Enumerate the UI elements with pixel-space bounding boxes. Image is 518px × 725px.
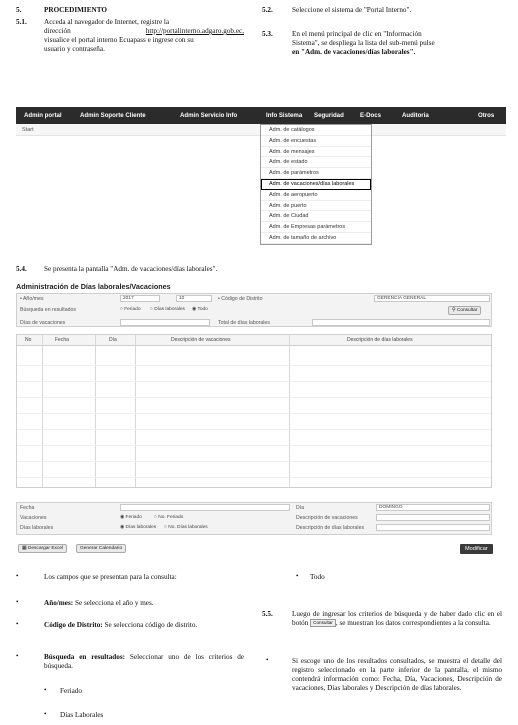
submenu-item[interactable]: Adm. de tamaño de archivo (261, 233, 371, 244)
step-number-5-1: 5.1. (16, 18, 27, 26)
radio-vac-no-feriado[interactable]: ○ No. Feriado (154, 515, 184, 520)
sub-bullet-item: Días Laborales (60, 711, 104, 719)
step-number-5-5: 5.5. (262, 610, 273, 618)
bullet-bold: Código de Distrito: (44, 621, 103, 629)
bullet-text: Se selecciona código de distrito. (102, 621, 198, 629)
consultar-inline-button: Consultar (310, 619, 336, 627)
col-fecha: Fecha (55, 337, 69, 343)
step-5-1-line: visualice el portal interno Ecuapass e ingrese con su (44, 36, 194, 44)
col-dia: Día (109, 337, 117, 343)
radio-dl-no[interactable]: ○ No. Días laborales (164, 525, 208, 530)
submenu-item[interactable]: Adm. de Ciudad (261, 211, 371, 222)
radio-feriado[interactable]: ○ Feriado (120, 307, 141, 312)
portal-link[interactable]: http://portalinterno.adgaro.gob.ec, (145, 27, 244, 35)
info-sistema-submenu (260, 124, 372, 245)
radio-vac-feriado[interactable]: ◉ Feriado (120, 515, 142, 520)
dias-vacaciones-label: Días de vacaciones (20, 320, 66, 326)
step-number-5-3: 5.3. (262, 30, 273, 38)
submenu-item[interactable]: Adm. de estado (261, 157, 371, 168)
step-5-1-line: dirección (44, 27, 71, 35)
month-select[interactable]: 10 (176, 295, 212, 302)
menu-admin-soporte-cliente[interactable]: Admin Soporte Cliente (80, 112, 146, 119)
radio-label: No. Días laborales (168, 525, 208, 530)
step-5-3-line: en "Adm. de vacaciones/días laborales". (292, 48, 416, 56)
consultar-label: Consultar (456, 308, 478, 313)
bullet-bold: Búsqueda en resultados: (44, 653, 126, 661)
step-5-5-post: , se muestran los datos correspondientes a la consulta. (335, 619, 491, 627)
radio-label: Feriado (124, 307, 141, 312)
menu-info-sistema[interactable]: Info Sistema (266, 112, 303, 119)
descargar-excel-button[interactable] (18, 544, 67, 553)
distrito-select[interactable]: GERENCIA GENERAL (374, 295, 490, 302)
sub-bullet-icon: • (44, 710, 47, 718)
col-no: No (25, 337, 32, 343)
dia-select[interactable]: DOMINGO (376, 504, 490, 511)
bullet-icon: • (16, 620, 19, 628)
sub-bullet-icon: • (44, 686, 47, 694)
menu-admin-portal[interactable]: Admin portal (24, 112, 62, 119)
radio-dl-si[interactable]: ◉ Días laborales (120, 525, 157, 530)
descargar-label: Descargar Excel (27, 546, 64, 551)
generar-calendario-button[interactable]: Generar Calendario (76, 544, 126, 553)
anomes-label: • Año/mes (20, 296, 44, 302)
bullet-icon: • (16, 652, 19, 660)
desc-vacaciones-field[interactable] (376, 514, 490, 521)
radio-label: Días laborales (154, 307, 185, 312)
bullet-item (44, 621, 244, 630)
submenu-item[interactable]: Adm. de encuestas (261, 136, 371, 147)
search-icon: ⚲ (452, 308, 456, 313)
total-dias-label: Total de días laborales (218, 320, 270, 326)
menu-otros[interactable]: Otros (478, 112, 495, 119)
radio-label: Feriado (125, 515, 142, 520)
radio-dias-laborales[interactable]: ○ Días laborales (150, 307, 185, 312)
submenu-item[interactable]: Adm. de aeropuerto (261, 190, 371, 201)
col-desc-vacaciones: Descripción de vacaciones (171, 337, 231, 343)
desc-dias-laborales-label: Descripción de días laborales (296, 525, 365, 531)
step-5-3-line: Sistema", se despliega la lista del sub-menú pulse (292, 39, 435, 47)
step-5-3-text (292, 30, 502, 57)
year-select[interactable]: 2017 (120, 295, 160, 302)
step-5-5-pre: Luego de ingresar los criterios de búsqueda y de haber dado clic en el botón (292, 610, 502, 627)
menu-seguridad[interactable]: Seguridad (314, 112, 344, 119)
step-5-1-line: usuario y contraseña. (44, 45, 105, 53)
table-header (17, 335, 491, 346)
submenu-item[interactable]: Adm. de catálogos (261, 125, 371, 136)
dias-vacaciones-field (120, 319, 210, 326)
step-5-1-text (44, 18, 244, 54)
desc-dias-laborales-field[interactable] (376, 524, 490, 531)
modificar-button[interactable]: Modificar (460, 544, 493, 554)
submenu-item[interactable]: Adm. de puerto (261, 201, 371, 212)
bullet-text: Se selecciona el año y mes. (73, 599, 154, 607)
menu-admin-servicio-info[interactable]: Admin Servicio Info (180, 112, 238, 119)
total-dias-field (312, 319, 490, 326)
vacaciones-label: Vacaciones (20, 515, 47, 521)
radio-label: No. Feriado (158, 515, 184, 520)
submenu-item[interactable]: Adm. de parámetros (261, 168, 371, 179)
menu-auditoria[interactable]: Auditoria (402, 112, 429, 119)
step-5-4-text: Se presenta la pantalla "Adm. de vacaciones/días laborales". (44, 265, 218, 273)
menu-e-docs[interactable]: E-Docs (360, 112, 381, 119)
submenu-item[interactable]: Adm. de mensajes (261, 147, 371, 158)
sub-bullet-item: Todo (310, 573, 325, 581)
start-tab[interactable]: Start (16, 124, 506, 136)
bullet-icon: • (16, 572, 19, 580)
fecha-label: Fecha (20, 505, 35, 511)
step-5-5-text (292, 610, 502, 628)
bullet-icon: • (16, 598, 19, 606)
step-number-5-2: 5.2. (262, 6, 273, 14)
bullet-text: Seleccionar uno de los criterios de búsqueda. (44, 653, 244, 670)
dias-laborales-label: Días laborales (20, 525, 54, 531)
bullet-icon: • (266, 656, 269, 664)
admin-vacaciones-screen (16, 282, 492, 554)
screen-title: Administración de Días laborales/Vacaciones (16, 282, 171, 291)
section-title: PROCEDIMIENTO (44, 6, 107, 14)
bullet-item: Los campos que se presentan para la consulta: (44, 573, 177, 581)
section-number: 5. (16, 6, 22, 14)
busqueda-label: Búsqueda en resultados (20, 307, 76, 313)
desc-vacaciones-label: Descripción de vacaciones (296, 515, 358, 521)
main-menu-bar (16, 107, 506, 124)
sub-bullet-item: Feriado (60, 687, 82, 695)
sub-bullet-icon: • (296, 572, 299, 580)
radio-label: Todo (197, 307, 208, 312)
col-desc-dias-laborales: Descripción de días laborales (347, 337, 413, 343)
bullet-item (44, 653, 244, 671)
results-table (16, 334, 492, 488)
submenu-item-vacaciones-selected[interactable]: Adm. de vacaciones/días laborales (261, 179, 371, 190)
step-5-1-line: Acceda al navegador de Internet, registre la (44, 18, 170, 26)
distrito-label: • Código de Distrito (218, 296, 263, 302)
step-number-5-4: 5.4. (16, 265, 27, 273)
consultar-button[interactable] (448, 306, 481, 315)
step-5-5-detail: Si escoge uno de los resultados consultados, se muestra el detalle del registro seleccionado en la parte inferior de la pantalla, el mismo contendrá información como: Fecha, Día, Vacaciones, Descripción de vacaciones, Días laborales y Descripción de días laborales. (292, 657, 502, 692)
submenu-item[interactable]: Adm. de Empresas parámetros (261, 222, 371, 233)
radio-todo[interactable]: ◉ Todo (192, 307, 208, 312)
radio-label: Días laborales (125, 525, 157, 530)
bullet-bold: Año/mes: (44, 599, 74, 607)
step-5-2-text: Seleccione el sistema de "Portal Interno". (292, 6, 412, 14)
bullet-item (44, 599, 244, 608)
excel-icon: ▦ (22, 546, 27, 551)
dia-label: Día (296, 505, 305, 511)
fecha-field[interactable] (120, 504, 290, 511)
step-5-3-line: En el menú principal de clic en "Información (292, 30, 422, 38)
